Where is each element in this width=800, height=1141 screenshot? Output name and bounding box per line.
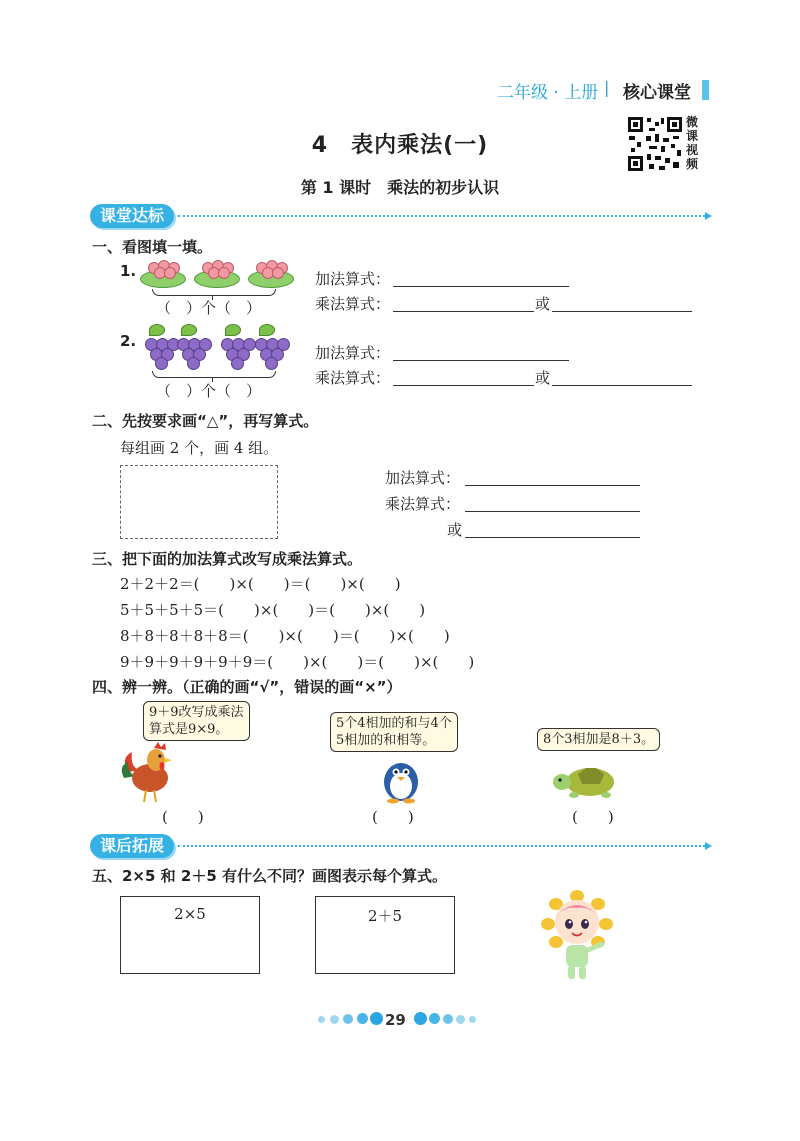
q1-item1-add-answer-line[interactable]	[393, 285, 569, 287]
q2-add-label: 加法算式：	[385, 469, 461, 487]
chapter-title: 4 表内乘法(一)	[311, 133, 489, 158]
turtle-answer[interactable]: ( )	[572, 808, 614, 826]
q3-row-4[interactable]: 9＋9＋9＋9＋9＋9＝( )×( )＝( )×( )	[120, 653, 475, 671]
banner-divider	[178, 215, 705, 217]
page-dot	[456, 1015, 465, 1024]
sunflower-girl-icon	[540, 890, 615, 982]
q3-row-3[interactable]: 8＋8＋8＋8＋8＝( )×( )＝( )×( )	[120, 627, 450, 645]
page-dot	[357, 1013, 368, 1024]
q2-or: 或	[447, 521, 463, 539]
qr-caption: 微课视频	[686, 115, 699, 171]
peach-plates-image	[140, 258, 300, 288]
q2-drawing-area[interactable]	[120, 465, 278, 539]
q2-heading: 二、先按要求画“△”，再写算式。	[92, 412, 319, 430]
page-dot	[414, 1012, 427, 1025]
page-dot	[443, 1014, 453, 1024]
brace-2	[152, 371, 276, 378]
q5-box-2-label: 2＋5	[367, 907, 403, 925]
q2-add-answer-line[interactable]	[465, 484, 640, 486]
grade-label: 二年级 · 上册	[497, 83, 599, 103]
q3-heading: 三、把下面的加法算式改写成乘法算式。	[92, 550, 363, 568]
q2-instruction: 每组画 2 个，画 4 组。	[120, 439, 279, 457]
banner-divider-2	[178, 845, 705, 847]
rooster-speech-bubble: 9＋9改写成乘法 算式是9×9。	[143, 701, 250, 741]
penguin-icon	[378, 754, 424, 804]
header-separator: |	[604, 78, 610, 97]
q5-box-2[interactable]	[315, 896, 455, 974]
q1-item1-mul-answer-line-2[interactable]	[552, 310, 692, 312]
q3-row-1[interactable]: 2＋2＋2＝( )×( )＝( )×( )	[120, 575, 401, 593]
turtle-icon	[552, 760, 622, 800]
q2-mul-answer-line-2[interactable]	[465, 536, 640, 538]
page-number: 29	[385, 1011, 406, 1029]
grape-bunches-image	[143, 324, 293, 370]
q1-item2-add-label: 加法算式：	[315, 344, 391, 362]
page-dot	[429, 1013, 440, 1024]
q1-item1-mul-answer-line[interactable]	[393, 310, 534, 312]
q1-heading: 一、看图填一填。	[92, 238, 213, 256]
page-dot	[469, 1016, 476, 1023]
penguin-answer[interactable]: ( )	[372, 808, 414, 826]
q1-item2-add-answer-line[interactable]	[393, 359, 569, 361]
penguin-speech-bubble: 5个4相加的和与4个 5相加的和相等。	[330, 712, 458, 752]
arrow-right-icon	[705, 212, 712, 220]
page-dot	[343, 1014, 353, 1024]
q1-item2-number: 2.	[120, 332, 137, 350]
q2-mul-answer-line[interactable]	[465, 510, 640, 512]
q3-row-2[interactable]: 5＋5＋5＋5＝( )×( )＝( )×( )	[120, 601, 426, 619]
arrow-right-icon-2	[705, 842, 712, 850]
q1-item1-brace-text: （ ）个（ ）	[156, 299, 262, 317]
rooster-answer[interactable]: ( )	[162, 808, 204, 826]
page-dot	[330, 1015, 339, 1024]
q1-item1-add-label: 加法算式：	[315, 270, 391, 288]
brace-1	[152, 289, 276, 296]
lesson-title: 第 1 课时 乘法的初步认识	[300, 178, 500, 197]
qr-code-icon[interactable]	[627, 116, 683, 172]
after-class-banner: 课后拓展	[90, 834, 174, 858]
q2-mul-label: 乘法算式：	[385, 495, 461, 513]
q1-item2-mul-label: 乘法算式：	[315, 369, 391, 387]
q1-item2-brace-text: （ ）个（ ）	[156, 382, 262, 400]
q5-box-1[interactable]	[120, 896, 260, 974]
q5-box-1-label: 2×5	[174, 905, 206, 923]
header-accent-bar	[702, 80, 709, 100]
rooster-icon	[118, 738, 182, 804]
page-dot	[318, 1016, 325, 1023]
q1-item1-or: 或	[535, 295, 551, 313]
q1-item2-or: 或	[535, 369, 551, 387]
q1-item2-mul-answer-line[interactable]	[393, 384, 534, 386]
q1-item1-number: 1.	[120, 262, 137, 280]
page-dot	[370, 1012, 383, 1025]
q4-heading: 四、辨一辨。（正确的画“√”，错误的画“×”）	[92, 678, 402, 696]
q1-item2-mul-answer-line-2[interactable]	[552, 384, 692, 386]
q1-item1-mul-label: 乘法算式：	[315, 295, 391, 313]
classroom-banner: 课堂达标	[90, 204, 174, 228]
q5-heading: 五、2×5 和 2＋5 有什么不同？画图表示每个算式。	[92, 867, 447, 885]
series-label: 核心课堂	[623, 83, 691, 103]
turtle-speech-bubble: 8个3相加是8＋3。	[537, 728, 660, 751]
